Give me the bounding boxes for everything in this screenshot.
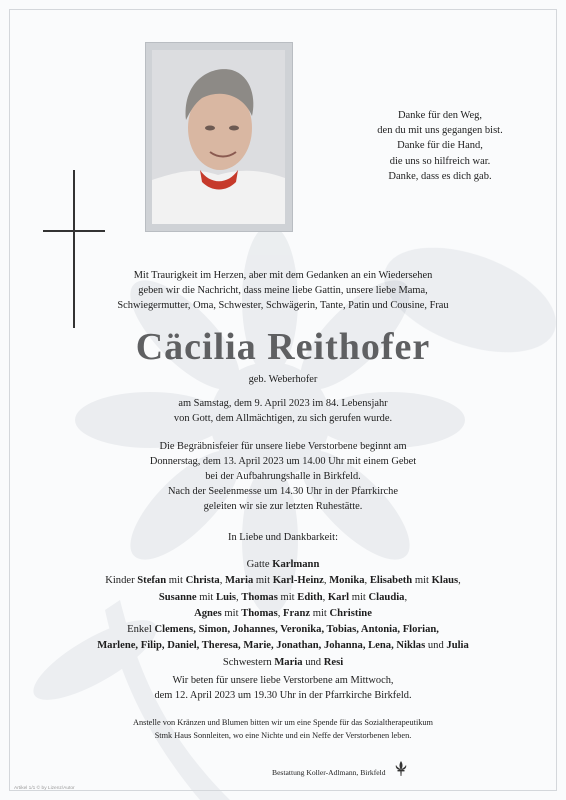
child-name: Karl-Heinz xyxy=(272,575,324,587)
intro-line: Schwiegermutter, Oma, Schwester, Schwägerin, Tante, Patin und Cousine, Frau xyxy=(117,300,449,312)
intro-line: Mit Traurigkeit im Herzen, aber mit dem Gedanken an ein Wiedersehen xyxy=(133,270,433,281)
children-line-2 xyxy=(30,590,536,606)
connector-text: , xyxy=(323,575,330,587)
connector-text: , xyxy=(404,591,408,603)
sisters-line xyxy=(30,655,536,671)
funeral-line: Donnerstag, dem 13. April 2023 um 14.00 Uhr mit einem Gebet xyxy=(149,456,417,468)
connector-text: mit xyxy=(412,575,432,587)
child-name: Thomas xyxy=(241,607,278,619)
prayer-line: Wir beten für unsere liebe Verstorbene am Mittwoch, xyxy=(172,675,394,686)
child-name: Christine xyxy=(329,607,372,619)
prayer-text xyxy=(60,673,506,703)
maiden-name-text: geb. Weberhofer xyxy=(248,374,318,385)
children-line-3 xyxy=(30,606,536,622)
grandchildren-label: Enkel xyxy=(127,624,152,636)
donation-text xyxy=(60,717,506,742)
conjunction: und xyxy=(302,656,324,668)
conjunction: und xyxy=(425,640,447,652)
connector-text: , xyxy=(219,575,225,587)
funeral-line: Die Begräbnisfeier für unsere liebe Verstorbene beginnt am xyxy=(159,441,407,452)
child-name: Monika xyxy=(329,575,365,587)
donation-line: Stmk Haus Sonnleiten, wo eine Nichte und ein Neffe der Verstorbenen leben. xyxy=(154,730,412,740)
child-name: Stefan xyxy=(137,575,167,587)
grandchildren-line-2 xyxy=(30,638,536,654)
grandchildren-line-1 xyxy=(30,622,536,638)
child-name: Maria xyxy=(225,575,254,587)
connector-text: , xyxy=(236,591,242,603)
funeral-line: bei der Aufbahrungshalle in Birkfeld. xyxy=(205,471,361,483)
child-name: Thomas xyxy=(241,591,278,603)
child-name: Claudia xyxy=(368,591,405,603)
fleur-de-lis-icon xyxy=(394,760,408,778)
undertaker-name: Bestattung Koller-Adlmann, Birkfeld xyxy=(272,768,386,777)
spouse-label: Gatte xyxy=(246,559,270,570)
intro-line: geben wir die Nachricht, dass meine liebe Gattin, unsere liebe Mama, xyxy=(138,285,428,297)
child-name: Christa xyxy=(185,575,220,587)
connector-text: , xyxy=(364,575,370,587)
portrait-photo xyxy=(152,50,285,224)
death-line: von Gott, dem Allmächtigen, zu sich gerufen wurde. xyxy=(173,413,393,425)
connector-text: , xyxy=(322,591,328,603)
gratitude xyxy=(60,530,506,545)
children-line-1 xyxy=(30,573,536,589)
cross-bar xyxy=(43,230,105,232)
funeral-line: geleiten wir sie zur letzten Ruhestätte. xyxy=(203,501,363,513)
child-name: Elisabeth xyxy=(369,575,413,587)
deceased-name: Cäcilia Reithofer xyxy=(135,326,431,368)
child-name: Luis xyxy=(216,591,237,603)
death-text xyxy=(60,396,506,426)
donation-line: Anstelle von Kränzen und Blumen bitten wir um eine Spende für das Sozialtherapeutikum xyxy=(133,718,433,727)
poem-line: den du mit uns gegangen bist. xyxy=(377,125,503,137)
poem-line: Danke für den Weg, xyxy=(397,110,483,121)
maiden-name xyxy=(60,372,506,387)
connector-text: mit xyxy=(349,591,369,603)
connector-text: mit xyxy=(196,591,217,603)
poem xyxy=(350,108,530,184)
gratitude-text: In Liebe und Dankbarkeit: xyxy=(228,532,338,543)
child-name: Edith xyxy=(297,591,323,603)
grandchildren-names: Clemens, Simon, Johannes, Veronika, Tobias, Antonia, Florian, xyxy=(154,624,439,636)
child-name: Franz xyxy=(283,607,311,619)
connector-text: , xyxy=(277,607,283,619)
children-names xyxy=(137,575,461,586)
intro-text xyxy=(60,268,506,313)
spouse-line xyxy=(30,557,536,573)
connector-text: mit xyxy=(310,607,330,619)
image-credit: Artikel 1/1 © by Lizenz/Autor xyxy=(14,786,75,791)
family-list xyxy=(30,557,536,671)
funeral-line: Nach der Seelenmesse um 14.30 Uhr in der Pfarrkirche xyxy=(168,486,398,498)
child-name: Karl xyxy=(327,591,350,603)
grandchild-name: Julia xyxy=(446,640,469,652)
poem-line: Danke für die Hand, xyxy=(397,140,483,152)
child-name: Susanne xyxy=(158,591,197,603)
child-name: Klaus xyxy=(431,575,459,587)
connector-text: mit xyxy=(166,575,186,587)
spouse-name: Karlmann xyxy=(272,559,320,570)
connector-text: mit xyxy=(221,607,242,619)
connector-text: , xyxy=(458,575,461,587)
sister-name: Maria xyxy=(274,656,303,668)
poem-line: Danke, dass es dich gab. xyxy=(388,170,492,182)
connector-text: mit xyxy=(253,575,273,587)
connector-text: mit xyxy=(277,591,298,603)
sister-name: Resi xyxy=(323,656,344,668)
grandchildren-names: Marlene, Filip, Daniel, Theresa, Marie, Jonathan, Johanna, Lena, Niklas xyxy=(97,640,426,652)
children-label: Kinder xyxy=(105,575,135,587)
poem-line: die uns so hilfreich war. xyxy=(389,155,491,167)
funeral-text xyxy=(60,439,506,514)
child-name: Agnes xyxy=(194,607,222,619)
sisters-label: Schwestern xyxy=(222,656,272,668)
prayer-line: dem 12. April 2023 um 19.30 Uhr in der Pfarrkirche Birkfeld. xyxy=(154,690,412,702)
death-line: am Samstag, dem 9. April 2023 im 84. Lebensjahr xyxy=(178,398,388,409)
